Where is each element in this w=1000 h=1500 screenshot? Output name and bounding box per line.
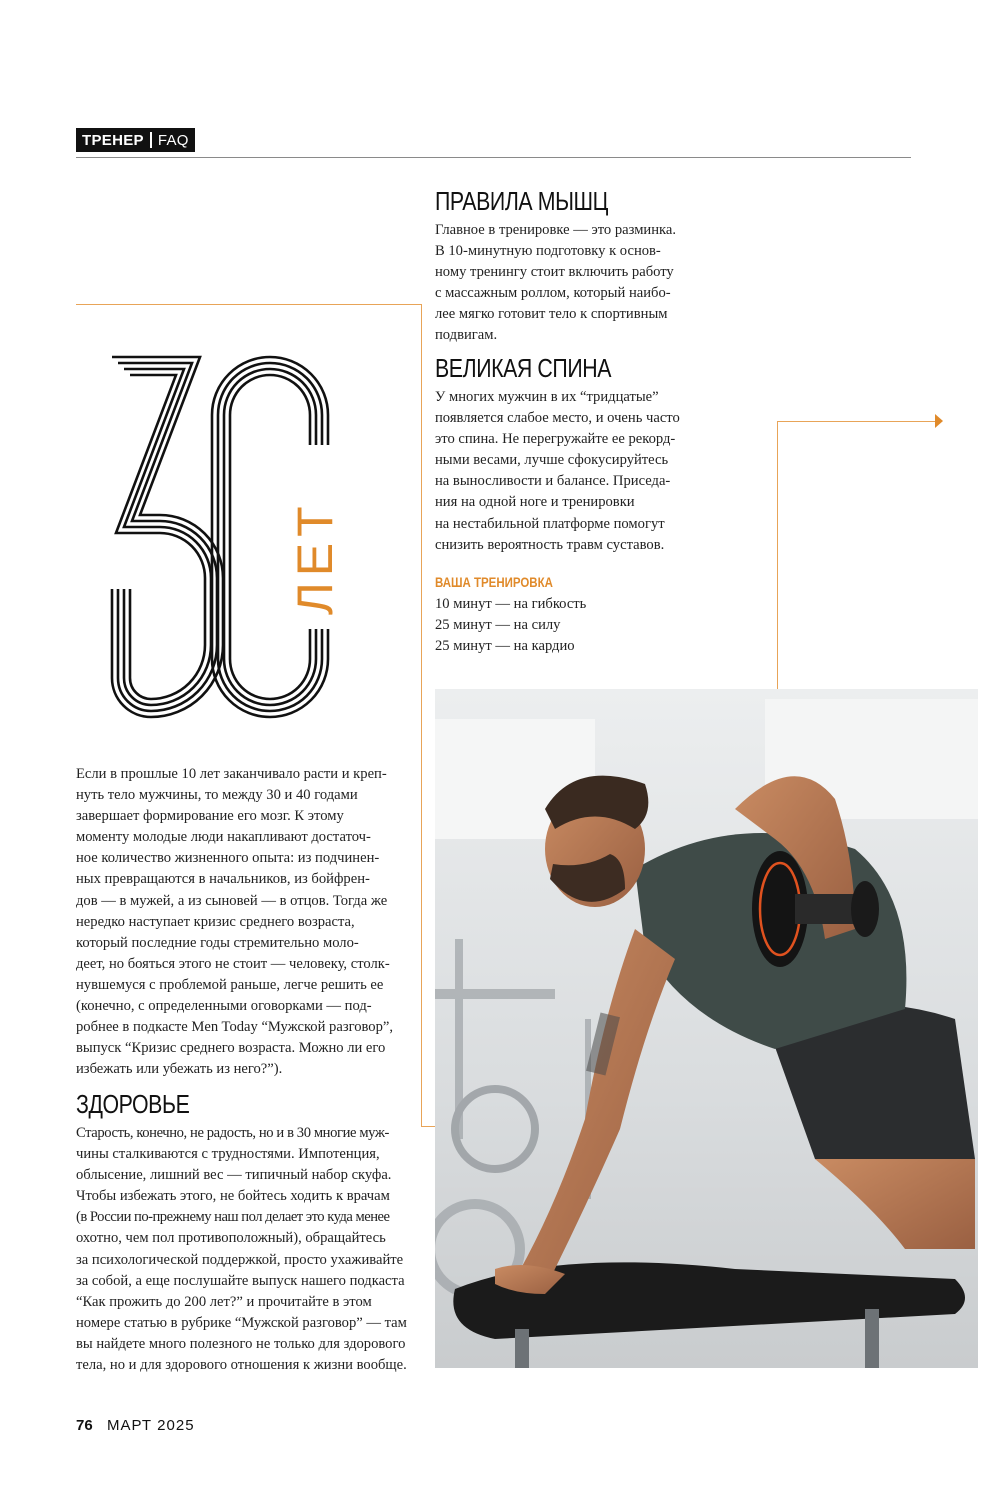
text-line: ное количество жизненного опыта: из подчинен- [76,850,380,867]
text-line: тела, но и для здорового отношения к жизни вообще. [76,1357,407,1374]
muscle-rules-body [435,220,735,347]
text-line: Чтобы избежать этого, не бойтесь ходить к врачам [76,1188,390,1205]
text-line: охотно, чем пол противоположный), обращайтесь [76,1230,386,1247]
health-section [76,1089,416,1376]
text-line: робнее в подкасте Men Today “Мужской разговор”, [76,1019,394,1036]
arrow-head-icon [935,414,943,428]
gym-photo-illustration [435,689,978,1368]
text-line: нуть тело мужчины, то между 30 и 40 годами [76,787,358,804]
great-back-body [435,387,735,556]
text-line: дов — в мужей, а из сыновей — в отцов. Тогда же [76,892,388,909]
text-line: завершает формирование его мозг. К этому [76,808,344,825]
text-line: номере статью в рубрике “Мужской разговор” — там [76,1314,407,1331]
workout-item: 25 минут — на силу [435,617,561,634]
text-line: ному тренингу стоит включить работу [435,264,674,281]
great-back-section [435,353,735,556]
text-line: облысение, лишний вес — типичный набор скуфа. [76,1167,392,1184]
text-line: Главное в тренировке — это разминка. [435,222,677,238]
header-rule [76,157,911,158]
issue-date: МАРТ 2025 [107,1417,195,1434]
big-number-text: 30 [100,345,101,346]
text-line: лее мягко готовит тело к спортивным [435,306,668,323]
gym-photo [435,689,978,1368]
big-word-let: ЛЕТ [287,500,343,615]
workout-section [435,575,735,657]
workout-list [435,594,735,657]
section-separator [150,132,152,148]
text-line: (в России по-прежнему наш пол делает это куда менее [76,1209,390,1226]
text-line: за собой, а еще послушайте выпуск нашего подкаста [76,1272,405,1289]
section-label: ТРЕНЕР [82,131,144,149]
text-line: выпуск “Кризис среднего возраста. Можно ли его [76,1040,386,1057]
text-line: нувшемуся с проблемой раньше, легче решить ее [76,976,384,993]
text-line: моменту молодые люди накапливают достаточ- [76,829,371,846]
text-line: деет, но бояться этого не стоит — человеку, столк- [76,955,390,972]
text-line: подвигам. [435,327,498,344]
workout-title: ВАША ТРЕНИРОВКА [435,575,553,590]
health-body [76,1123,416,1376]
text-line: Если в прошлые 10 лет заканчивало расти и креп- [76,766,387,782]
guide-line-arrow [777,421,937,422]
page-number: 76 [76,1417,93,1434]
text-line: В 10-минутную подготовку к основ- [435,243,661,260]
muscle-rules-section [435,186,735,347]
great-back-heading: ВЕЛИКАЯ СПИНА [435,353,612,383]
text-line: избежать или убежать из него?”). [76,1061,283,1078]
text-line: У многих мужчин в их “тридцатые” [435,389,659,405]
text-line: это спина. Не перегружайте ее рекорд- [435,431,676,448]
workout-item: 25 минут — на кардио [435,638,575,655]
text-line: который последние годы стремительно моло- [76,934,359,951]
text-line: Старость, конечно, не радость, но и в 30 многие муж- [76,1125,389,1141]
text-line: вы найдете много полезного не только для здорового [76,1335,406,1352]
text-line: (конечно, с определенными оговорками — под- [76,998,372,1015]
text-line: на нестабильной платформе помогут [435,515,665,532]
section-tag [76,128,195,152]
health-heading: ЗДОРОВЬЕ [76,1089,190,1119]
text-line: на выносливости и балансе. Приседа- [435,473,671,490]
workout-item: 10 минут — на гибкость [435,596,587,612]
text-line: с массажным роллом, который наибо- [435,285,671,302]
text-line: ными весами, лучше сфокусируйтесь [435,452,669,469]
text-line: появляется слабое место, и очень часто [435,410,680,427]
text-line: “Как прожить до 200 лет?” и прочитайте в этом [76,1293,372,1310]
text-line: снизить вероятность травм суставов. [435,536,665,553]
text-line: нередко наступает кризис среднего возраста, [76,913,355,930]
text-line: ния на одной ноге и тренировки [435,494,635,511]
guide-line-top [76,304,422,305]
subsection-label: FAQ [157,131,189,149]
big-number-graphic [100,345,350,730]
muscle-rules-heading: ПРАВИЛА МЫШЦ [435,186,609,216]
guide-line-left-vertical [421,304,422,1127]
text-line: за психологической поддержкой, просто ухаживайте [76,1251,404,1268]
text-line: чины сталкиваются с трудностями. Импотенция, [76,1146,380,1163]
intro-paragraph [76,764,411,1080]
text-line: ных превращаются в начальников, из бойфрен- [76,871,370,888]
digit-three-outline [112,357,223,717]
